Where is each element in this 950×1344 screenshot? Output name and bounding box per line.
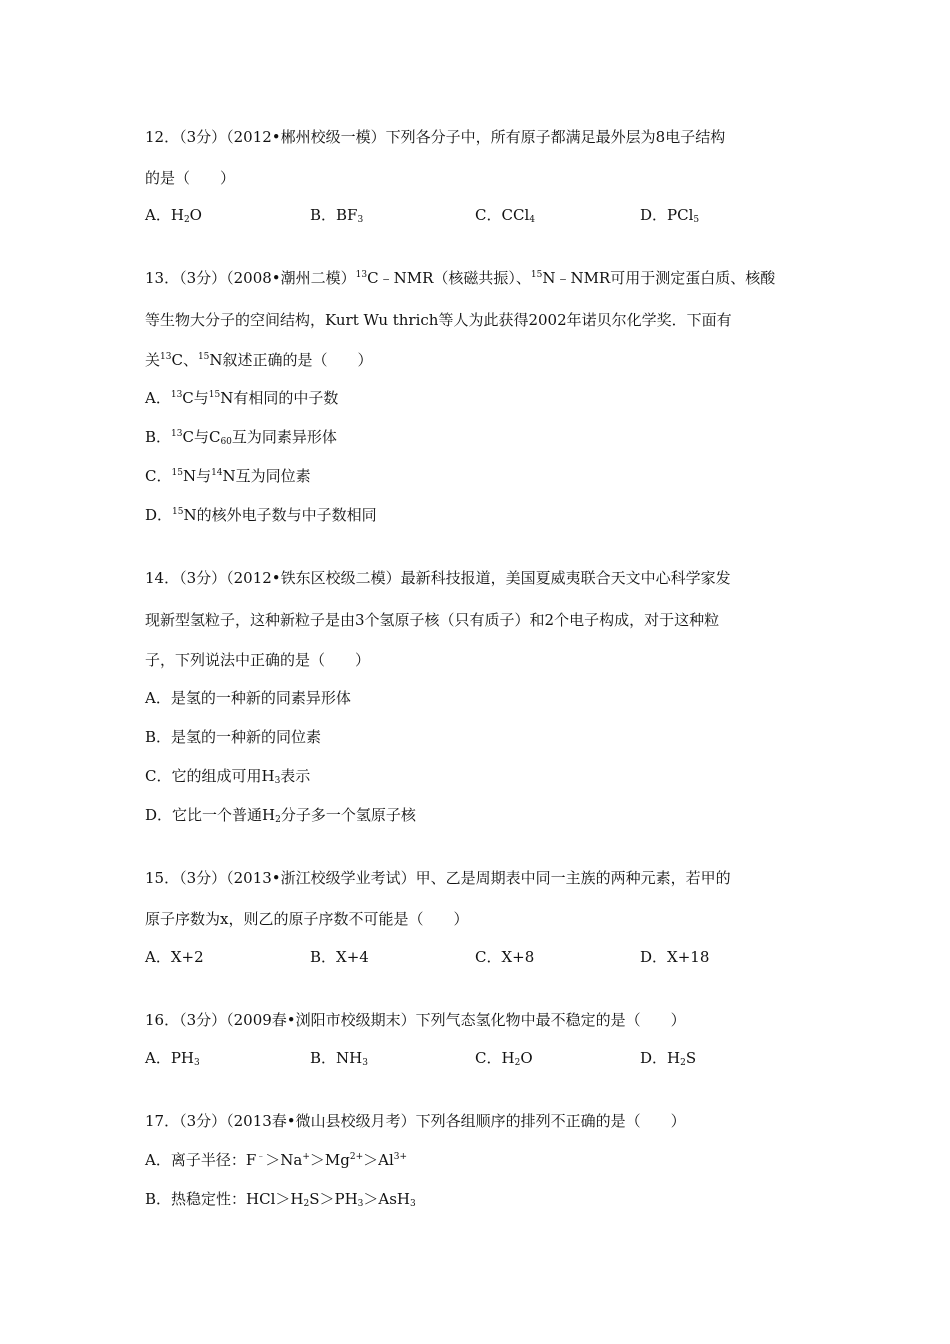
q13-stem-line1: 13．（3分）（2008•潮州二模）$^{13}$C﹣NMR（核磁共振）、$^{15}$N﹣NMR可用于测定蛋白质、核酸 (145, 269, 776, 287)
q14-stem-line3: 子，下列说法中正确的是（ ） (145, 651, 371, 669)
q13-stem-line2: 等生物大分子的空间结构，Kurt Wu thrich等人为此获得2002年诺贝尔化学奖．下面有 (145, 311, 732, 329)
q14-option-d: D．它比一个普通$H_2$分子多一个氢原子核 (145, 806, 416, 825)
q14-stem-line2: 现新型氢粒子，这种新粒子是由3个氢原子核（只有质子）和2个电子构成，对于这种粒 (145, 611, 720, 629)
q12-option-d: D．PCl$_5$ (640, 206, 700, 225)
q13-stem-line3: 关$^{13}$C、$^{15}$N叙述正确的是（ ） (145, 351, 373, 369)
q16-option-d: D．$H_2S$ (640, 1049, 697, 1068)
q15-option-d: D．X+18 (640, 948, 710, 966)
q12-option-a: A．$H_2O$ (145, 206, 202, 225)
q12-option-b: B．$BF_3$ (310, 206, 364, 225)
q12-stem-line1: 12．（3分）（2012•郴州校级一模）下列各分子中，所有原子都满足最外层为8电子结构 (145, 128, 726, 146)
q17-option-a: A．离子半径：$F^﹣>Na^+>Mg^{2+}>Al^{3+}$ (145, 1151, 408, 1169)
q16-stem-line1: 16．（3分）（2009春•浏阳市校级期末）下列气态氢化物中最不稳定的是（ ） (145, 1011, 686, 1029)
q13-option-a: A．$^{13}$C与$^{15}$N有相同的中子数 (145, 389, 339, 407)
q13-option-b: B．$^{13}$C与$C_{60}$互为同素异形体 (145, 428, 337, 447)
q14-option-b: B．是氢的一种新的同位素 (145, 728, 322, 746)
q15-option-b: B．X+4 (310, 948, 369, 966)
q13-option-d: D．$^{15}$N的核外电子数与中子数相同 (145, 506, 377, 524)
q14-option-c: C．它的组成可用$H_3$表示 (145, 767, 311, 786)
q16-option-c: C．$H_2O$ (475, 1049, 533, 1068)
q15-option-c: C．X+8 (475, 948, 535, 966)
q17-stem-line1: 17．（3分）（2013春•微山县校级月考）下列各组顺序的排列不正确的是（ ） (145, 1112, 686, 1130)
q16-option-a: A．$PH_3$ (145, 1049, 200, 1068)
q14-stem-line1: 14．（3分）（2012•铁东区校级二模）最新科技报道，美国夏威夷联合天文中心科学家发 (145, 569, 731, 587)
q14-option-a: A．是氢的一种新的同素异形体 (145, 689, 351, 707)
q13-option-c: C．$^{15}$N与$^{14}$N互为同位素 (145, 467, 311, 485)
q15-option-a: A．X+2 (145, 948, 204, 966)
q17-option-b: B．热稳定性：$HCl>H_2S>PH_3>AsH_3$ (145, 1190, 416, 1209)
q15-stem-line1: 15．（3分）（2013•浙江校级学业考试）甲、乙是周期表中同一主族的两种元素，若甲的 (145, 869, 731, 887)
q16-option-b: B．$NH_3$ (310, 1049, 368, 1068)
q15-stem-line2: 原子序数为x，则乙的原子序数不可能是（ ） (145, 910, 469, 928)
q12-option-c: C．CCl$_4$ (475, 206, 535, 225)
q12-stem-line2: 的是（ ） (145, 169, 236, 187)
